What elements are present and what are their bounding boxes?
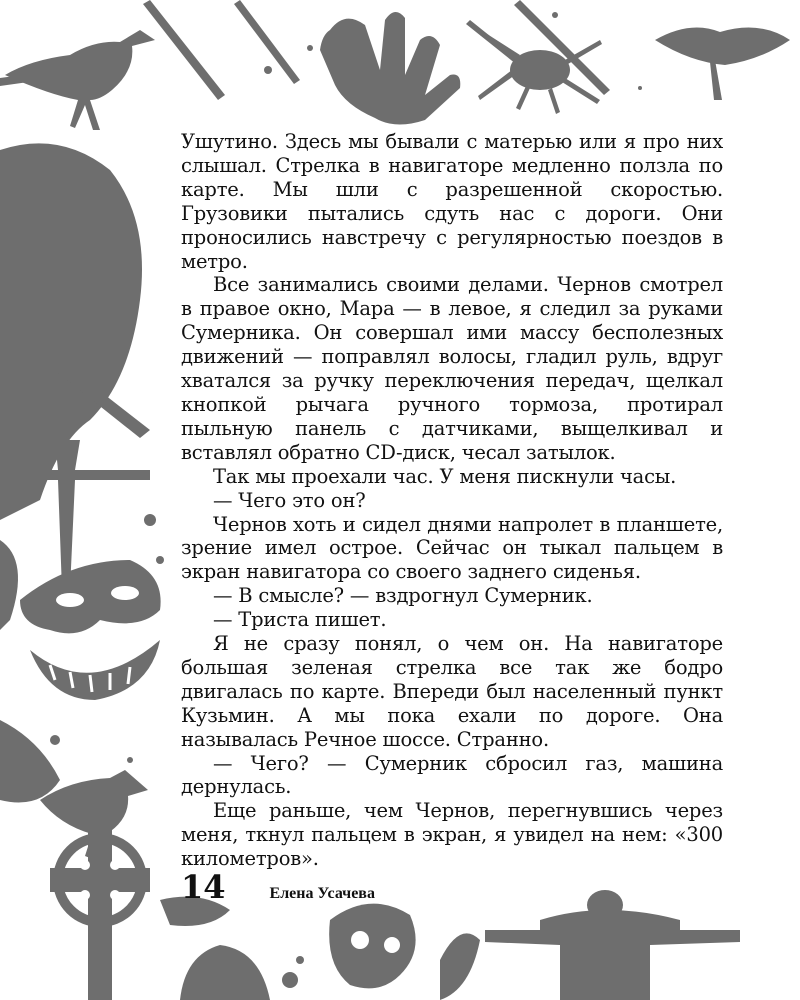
paragraph: — Чего? — Сумерник сбросил газ, машина дернулась. xyxy=(181,751,723,799)
running-author: Елена Усачева xyxy=(269,885,375,902)
paragraph: — Триста пишет. xyxy=(213,608,387,632)
paragraph: Еще раньше, чем Чернов, перегнувшись через меня, ткнул пальцем в экран, я увидел на нем: «300 километров». xyxy=(181,799,723,871)
paragraph: Все занимались своими делами. Чернов смотрел в правое окно, Мара — в левое, я следил за руками Сумерника. Он совершал ими массу бесполезных движений — поправлял волосы, гладил руль, вдруг хватался за ручку переключения передач, щелкал кнопкой рычага ручного тормоза, протирал пыльную панель с датчиками, выщелкивал и вставлял обратно CD-диск, чесал затылок. xyxy=(181,273,723,464)
hand-icon xyxy=(320,12,460,125)
paragraph: — В смысле? — вздрогнул Сумерник. xyxy=(213,584,593,608)
page-number: 14 xyxy=(181,868,226,906)
page-footer xyxy=(181,868,375,906)
mask-icon xyxy=(20,560,161,633)
splatter-icon xyxy=(160,897,480,1000)
paragraph: — Чего это он? xyxy=(213,488,366,512)
celtic-cross-icon xyxy=(50,820,150,1000)
paragraph: Ушутино. Здесь мы бывали с матерью или я про них слышал. Стрелка в навигаторе медленно ползла по карте. Мы шли с разрешенной скоростью. Грузовики пытались сдуть нас с дороги. Они проносились навстречу с регулярностью поездов в метро. xyxy=(181,130,723,273)
grin-icon xyxy=(30,640,160,700)
paragraph: Так мы проехали час. У меня пискнули часы. xyxy=(213,464,677,488)
skull-icon xyxy=(329,904,415,989)
splatter-icon xyxy=(0,143,164,630)
crow-icon xyxy=(5,30,155,130)
paragraph: Чернов хоть и сидел днями напролет в планшете, зрение имел острое. Сейчас он тыкал пальцем в экран навигатора со своего заднего сиденья. xyxy=(181,512,723,584)
paragraph: Я не сразу понял, о чем он. На навигаторе большая зеленая стрелка все так же бодро двигалась по карте. Впереди был населенный пункт Кузьмин. А мы пока ехали по дороге. Она называлась Речное шоссе. Странно. xyxy=(181,632,723,751)
body-text xyxy=(181,130,723,871)
lips-icon xyxy=(655,28,790,101)
scarecrow-icon xyxy=(485,890,740,1000)
